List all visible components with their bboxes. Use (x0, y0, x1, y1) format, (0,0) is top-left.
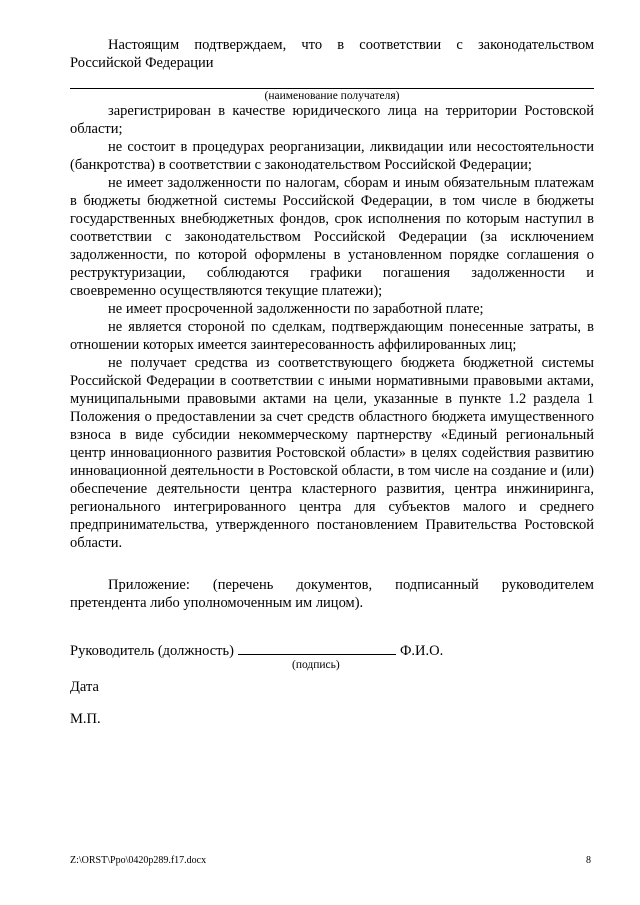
signature-caption: (подпись) (292, 659, 340, 671)
clause-registration: зарегистрирован в качестве юридического лица на территории Ростовской области; (70, 103, 594, 137)
signature-row (70, 640, 443, 660)
clause-no-other-budget-funds: не получает средства из соответствующего бюджета бюджетной системы Российской Федерации в соответствии с иными нормативными правовыми актами, муниципальными правовыми актами на цели, указанные в пункте 1.2 раздела 1 Положения о предоставлении за счет средств областного бюджета имущественного взноса в виде субсидии некоммерческому партнерству «Единый региональный центр инновационного развития Ростовской области» в целях содействия развитию инновационной деятельности в Ростовской области, в том числе на создание и (или) обеспечение деятельности центра кластерного развития, центра инжиниринга, регионального интегрированного центра для субъектов малого и среднего предпринимательства, утвержденного постановлением Правительства Ростовской области. (70, 355, 594, 551)
recipient-name-field (70, 72, 594, 102)
footer-file-path: Z:\ORST\Ppo\0420p289.f17.docx (70, 855, 207, 866)
document-body (70, 36, 594, 612)
clause-no-bankruptcy: не состоит в процедурах реорганизации, ликвидации или несостоятельности (банкротства) в соответствии с законодательством Российской Федерации; (70, 139, 594, 173)
head-position-label: Руководитель (должность) (70, 643, 234, 659)
recipient-name-line (70, 88, 594, 89)
clause-no-affiliated-deals: не является стороной по сделкам, подтверждающим понесенные затраты, в отношении которых имеется заинтересованность аффилированных лиц; (70, 319, 594, 353)
footer-page-number: 8 (586, 855, 591, 866)
clause-no-wage-arrears: не имеет просроченной задолженности по заработной плате; (108, 301, 484, 317)
recipient-name-caption: (наименование получателя) (264, 90, 400, 102)
intro-paragraph: Настоящим подтверждаем, что в соответствии с законодательством Российской Федерации (70, 37, 594, 71)
date-label: Дата (70, 679, 99, 695)
spacer (70, 552, 594, 576)
appendix-paragraph: Приложение: (перечень документов, подписанный руководителем претендента либо уполномоченным им лицом). (70, 577, 594, 611)
seal-label: М.П. (70, 711, 101, 727)
fio-label: Ф.И.О. (399, 643, 444, 659)
signature-line (238, 640, 396, 655)
clause-no-tax-debt: не имеет задолженности по налогам, сборам и иным обязательным платежам в бюджеты бюджетной системы Российской Федерации, в том числе в бюджеты государственных внебюджетных фондов, срок исполнения по которым наступил в соответствии с законодательством Российской Федерации (за исключением задолженности, по которой оформлены в установленном порядке соглашения о реструктуризации, соблюдаются графики погашения задолженности и своевременно осуществляются текущие платежи); (70, 175, 594, 299)
